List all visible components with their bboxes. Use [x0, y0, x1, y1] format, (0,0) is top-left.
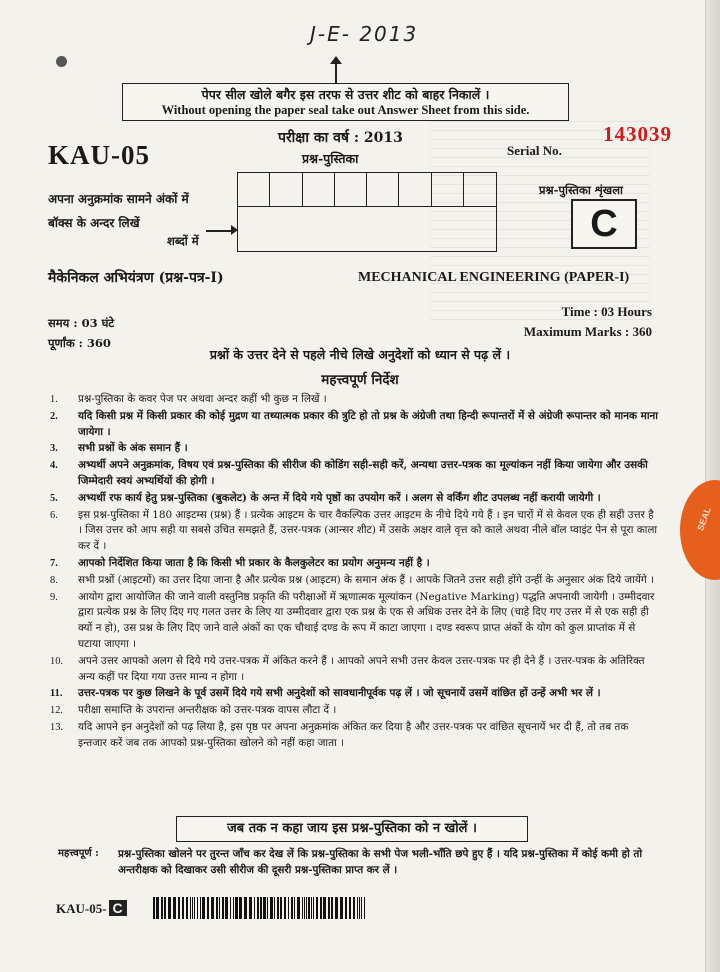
- instruction-item: 10. अपने उत्तर आपको अलग से दिये गये उत्तर-पत्रक में अंकित करने हैं । आपको अपने सभी उत्तर केवल उत्तर-पत्रक पर ही देने हैं । उत्तर-पत्रक के अतिरिक्त अन्य कहीं पर दिया गया उत्तर मान्य न होगा ।: [50, 654, 645, 683]
- serial-label: Serial No.: [507, 143, 562, 158]
- roll-digit-box[interactable]: [367, 173, 399, 207]
- arrow-right-icon: [206, 230, 232, 232]
- roll-digit-box[interactable]: [432, 173, 464, 207]
- subject-english: MECHANICAL ENGINEERING (PAPER-I): [358, 270, 630, 285]
- instruction-item: 12. परीक्षा समाप्ति के उपरान्त अन्तरीक्षक को उत्तर-पत्रक वापस लौटा दें ।: [50, 704, 337, 717]
- roll-words-box[interactable]: [238, 207, 496, 251]
- instruction-item: 11. उत्तर-पत्रक पर कुछ लिखने के पूर्व उसमें दिये गये सभी अनुदेशों को सावधानीपूर्वक पढ़ लें । जो सूचनायें उसमें वांछित हों उन्हें अभी भर लें ।: [50, 687, 601, 700]
- read-first-notice: प्रश्नों के उत्तर देने से पहले नीचे लिखे अनुदेशों को ध्यान से पढ़ लें ।: [209, 347, 511, 362]
- instruction-item: 5. अभ्यर्थी रफ कार्य हेतु प्रश्न-पुस्तिका (बुकलेट) के अन्त में दिये गये पृष्ठों का उपयोग करें । अलग से वर्किंग शीट उपलब्ध नहीं करायी जायेगी ।: [50, 491, 601, 504]
- roll-digit-box[interactable]: [335, 173, 367, 207]
- instruction-item: 8. सभी प्रश्नों (आइटमों) का उत्तर दिया जाना है और प्रत्येक प्रश्न (आइटम) के समान अंक हैं । आपके जितने उत्तर सही होंगे उन्हीं के अनुसार अंक दिये जायेंगे ।: [50, 573, 654, 586]
- roll-digit-box[interactable]: [238, 173, 270, 207]
- important-text: प्रश्न-पुस्तिका खोलने पर तुरन्त जाँच कर देख लें कि प्रश्न-पुस्तिका के सभी पेज भली-भाँति छपे हुए हैं । यदि प्रश्न-पुस्तिका में कोई कमी हो तो अन्तरीक्षक को दिखाकर उसी सीरीज की दूसरी प्रश्न-पुस्तिका प्राप्त कर लें ।: [118, 848, 643, 876]
- seal-sticker: [680, 480, 720, 580]
- important-label: महत्त्वपूर्ण :: [58, 848, 99, 859]
- do-not-open-box: जब तक न कहा जाय इस प्रश्न-पुस्तिका को न खोलें ।: [176, 816, 528, 842]
- instruction-item: 7. आपको निर्देशित किया जाता है कि किसी भी प्रकार के कैलकुलेटर का प्रयोग अनुमन्य नहीं है ।: [50, 556, 430, 569]
- booklet-label: प्रश्न-पुस्तिका: [302, 151, 359, 166]
- instruction-item: 4. अभ्यर्थी अपने अनुक्रमांक, विषय एवं प्रश्न-पुस्तिका की सीरीज की कोडिंग सही-सही करें, अन्यथा उत्तर-पत्रक का मूल्यांकन नहीं किया जायेगा और उसकी जिम्मेदारी स्वयं अभ्यर्थियों की होगी ।: [50, 459, 648, 487]
- series-label: प्रश्न-पुस्तिका शृंखला: [539, 183, 623, 197]
- roll-digit-box[interactable]: [464, 173, 496, 207]
- footer-series: C: [109, 900, 127, 916]
- footer-code: [56, 900, 127, 917]
- footer-code-text: KAU-05-: [56, 901, 107, 916]
- time-hindi: समय : 03 घंटे: [48, 316, 115, 330]
- instruction-item: 2. यदि किसी प्रश्न में किसी प्रकार की कोई मुद्रण या तथ्यात्मक प्रकार की त्रुटि हो तो प्रश्न के अंग्रेजी तथा हिन्दी रूपान्तरों में से अंग्रेजी रूपान्तर को मानक माना जायेगा ।: [50, 409, 658, 438]
- seal-notice-box: [122, 83, 569, 121]
- instructions-heading: महत्त्वपूर्ण निर्देश: [321, 372, 399, 388]
- marks-hindi: पूर्णांक : 360: [48, 336, 111, 350]
- paper-code: KAU-05: [48, 140, 150, 170]
- instruction-item: 6. इस प्रश्न-पुस्तिका में 180 आइटम्स (प्रश्न) हैं । प्रत्येक आइटम के चार वैकल्पिक उत्तर आइटम के नीचे दिये गये हैं । इन चारों में से केवल एक ही सही उत्तर है । जिस उत्तर को आप सही या सबसे उचित समझते हैं, उत्तर-पत्रक (आन्सर शीट) में उसके अक्षर वाले वृत्त को काले अथवा नीले बॉल प्वाइंट पेन से पूरा काला कर दें ।: [50, 508, 658, 553]
- instruction-item: 9. आयोग द्वारा आयोजित की जाने वाली वस्तुनिष्ठ प्रकृति की परीक्षाओं में ऋणात्मक मूल्यांकन (Negative Marking) पद्धति अपनायी जायेगी । उम्मीदवार द्वारा प्रत्येक प्रश्न के लिए दिए गए गलत उत्तर के लिए या उम्मीदवार द्वारा एक प्रश्न के एक से अधिक उत्तर देने के लिए (चाहे दिए गए उत्तर में से एक सही ही क्यों न हो), उस प्रश्न के लिए दिए जाने वाले अंकों का एक चौथाई दण्ड के रूप में काटा जाएगा । दण्ड स्वरूप प्राप्त अंकों के योग को कुल प्राप्तांक में से घटाया जाएगा ।: [50, 590, 655, 650]
- seal-notice-hindi: पेपर सील खोले बगैर इस तरफ से उत्तर शीट को बाहर निकालें ।: [201, 87, 490, 102]
- punch-hole: [56, 56, 67, 67]
- instruction-item: 13. यदि आपने इन अनुदेशों को पढ़ लिया है, इस पृष्ठ पर अपना अनुक्रमांक अंकित कर दिया है और उत्तर-पत्रक पर वांछित सूचनायें भर दी हैं, तो तब तक इन्तजार करें जब तक आपको प्रश्न-पुस्तिका खोलने को नहीं कहा जाता ।: [50, 720, 629, 749]
- instruction-item: 3. सभी प्रश्नों के अंक समान हैं ।: [50, 442, 188, 455]
- roll-digit-box[interactable]: [303, 173, 335, 207]
- roll-instruction-line-2: बॉक्स के अन्दर लिखें: [48, 216, 140, 230]
- instructions-list: [40, 392, 658, 753]
- important-note: [58, 846, 658, 878]
- words-label: शब्दों में: [167, 234, 199, 248]
- marks-english: Maximum Marks : 360: [523, 324, 652, 339]
- subject-hindi: मैकेनिकल अभियंत्रण (प्रश्न-पत्र-I): [48, 270, 224, 286]
- series-letter: C: [571, 199, 637, 249]
- roll-number-grid[interactable]: [237, 172, 497, 252]
- serial-number: 143039: [603, 122, 672, 146]
- exam-year: परीक्षा का वर्ष : 2013: [278, 130, 403, 146]
- time-english: Time : 03 Hours: [561, 304, 652, 319]
- roll-digit-box[interactable]: [399, 173, 431, 207]
- handwritten-note: J-E- 2013: [310, 22, 419, 46]
- roll-instruction: [48, 187, 189, 235]
- seal-notice-english: Without opening the paper seal take out Answer Sheet from this side.: [161, 103, 530, 117]
- roll-instruction-line-1: अपना अनुक्रमांक सामने अंकों में: [48, 192, 189, 206]
- instruction-item: 1. प्रश्न-पुस्तिका के कवर पेज पर अथवा अन्दर कहीं भी कुछ न लिखें ।: [50, 393, 327, 405]
- roll-digit-box[interactable]: [270, 173, 302, 207]
- barcode-icon: [153, 897, 367, 919]
- time-marks-english: [524, 302, 652, 342]
- seal-sticker-text: SEAL: [695, 506, 713, 532]
